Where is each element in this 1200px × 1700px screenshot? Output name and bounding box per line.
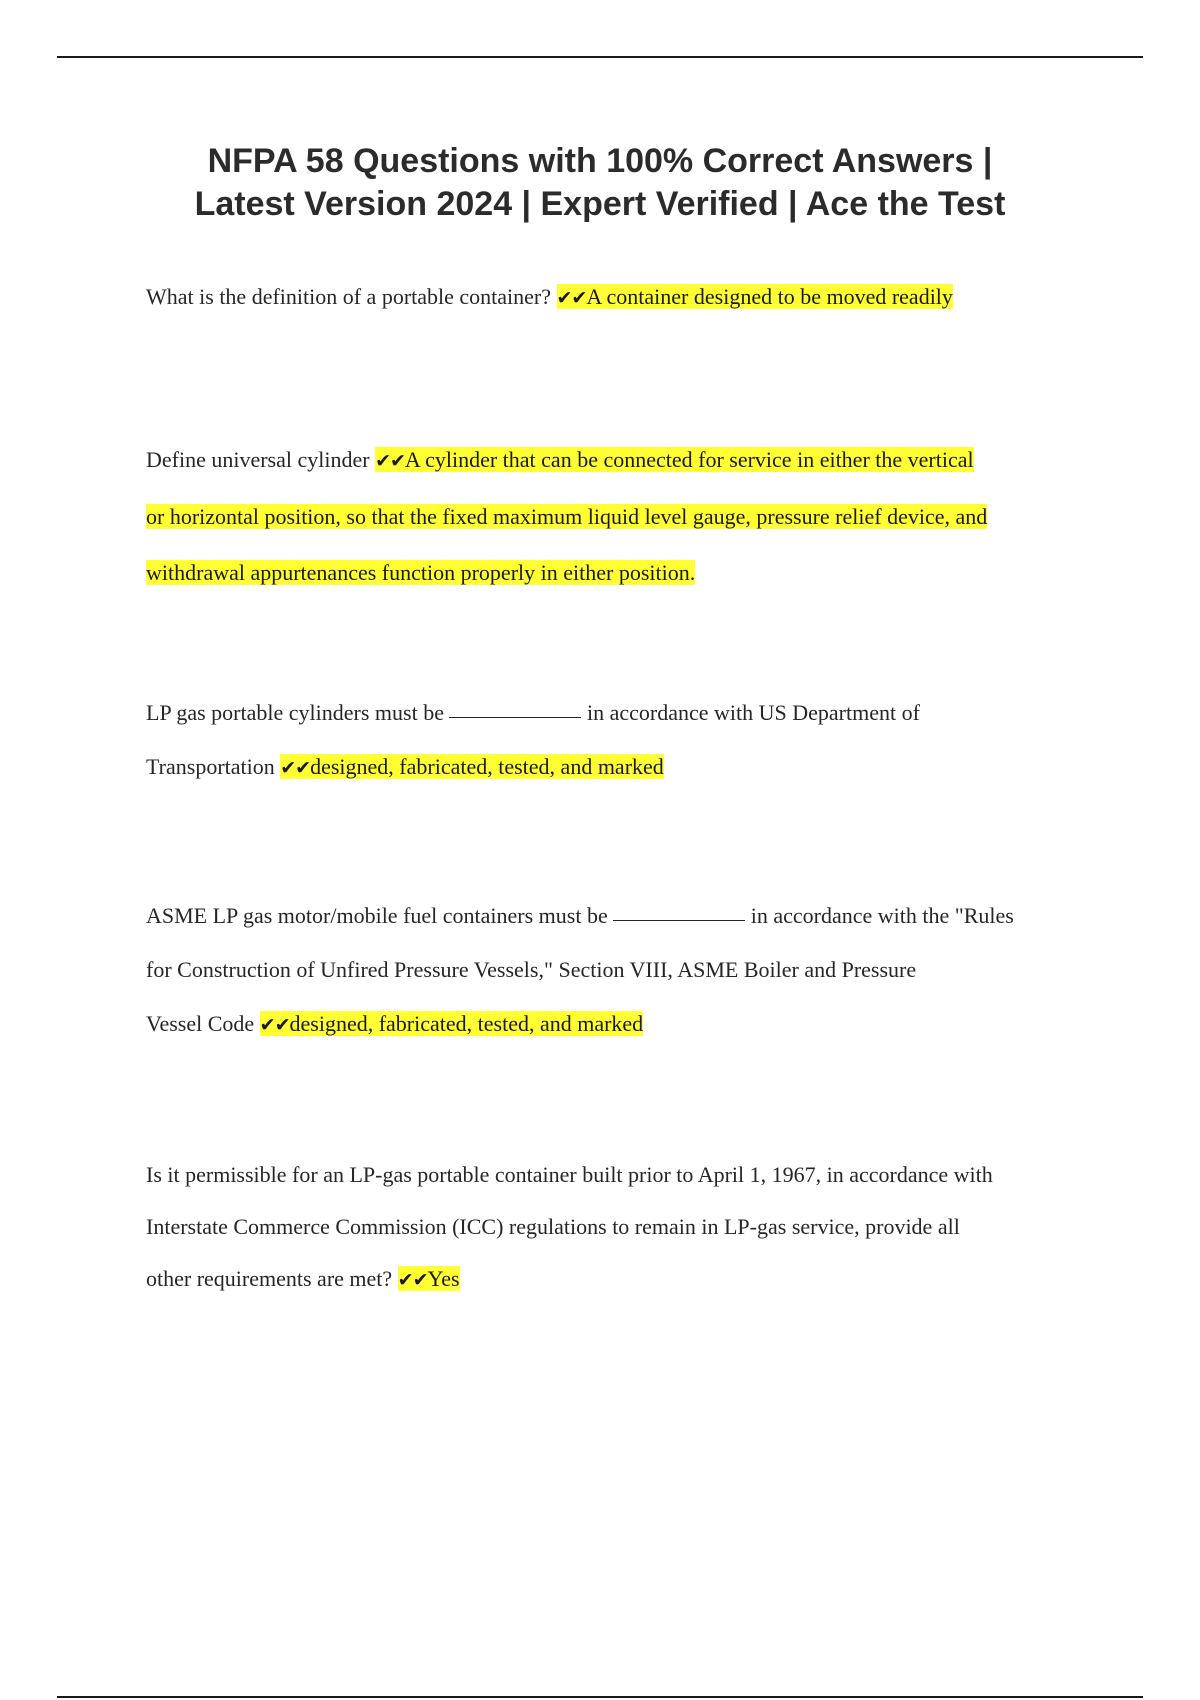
answer-text: or horizontal position, so that the fixed maximum liquid level gauge, pressure relief device, and (146, 504, 988, 529)
qa-item-5 (146, 1149, 1096, 1306)
double-check-icon: ✔✔ (280, 757, 311, 779)
question-text: in accordance with US Department of (586, 700, 920, 725)
title-line-1: NFPA 58 Questions with 100% Correct Answers | (207, 142, 993, 180)
qa-item-3 (146, 686, 1096, 795)
question-text: Define universal cylinder (146, 447, 370, 472)
question-text: LP gas portable cylinders must be (146, 700, 444, 725)
top-rule (57, 56, 1143, 58)
qa-line (146, 489, 1096, 545)
question-text: ASME LP gas motor/mobile fuel containers must be (146, 903, 608, 928)
qa-line (146, 740, 1096, 795)
qa-item-4 (146, 889, 1096, 1052)
document-title (100, 140, 1100, 226)
qa-line (146, 889, 1096, 943)
qa-item-1 (146, 282, 1096, 313)
answer-text: designed, fabricated, tested, and marked (310, 754, 664, 779)
question-text: Transportation (146, 754, 275, 779)
question-text: Interstate Commerce Commission (ICC) regulations to remain in LP-gas service, provide all (146, 1214, 960, 1239)
question-text: Is it permissible for an LP-gas portable container built prior to April 1, 1967, in accordance with (146, 1162, 993, 1187)
question-text: What is the definition of a portable container? (146, 284, 552, 309)
qa-line (146, 943, 1096, 997)
qa-line (146, 686, 1096, 740)
fill-in-blank (449, 716, 581, 718)
answer-highlight (398, 1266, 460, 1291)
question-text: Vessel Code (146, 1011, 255, 1036)
answer-highlight (557, 284, 953, 309)
double-check-icon: ✔✔ (397, 1269, 428, 1291)
double-check-icon: ✔✔ (259, 1014, 290, 1036)
fill-in-blank (613, 919, 745, 921)
qa-line (146, 432, 1096, 489)
answer-text: A container designed to be moved readily (586, 284, 953, 309)
answer-text: A cylinder that can be connected for service in either the vertical (404, 447, 974, 472)
title-line-2: Latest Version 2024 | Expert Verified | Ace the Test (194, 185, 1006, 223)
qa-line (146, 282, 1096, 313)
question-text: in accordance with the "Rules (750, 903, 1014, 928)
answer-highlight (280, 754, 664, 779)
qa-item-2 (146, 432, 1096, 601)
double-check-icon: ✔✔ (556, 287, 587, 309)
question-text: for Construction of Unfired Pressure Vessels," Section VIII, ASME Boiler and Pressure (146, 957, 917, 982)
qa-line (146, 997, 1096, 1052)
bottom-rule (57, 1696, 1143, 1698)
question-text: other requirements are met? (146, 1266, 393, 1291)
qa-line (146, 1201, 1096, 1253)
qa-line (146, 1253, 1096, 1306)
answer-text: designed, fabricated, tested, and marked (289, 1011, 644, 1036)
answer-text: Yes (427, 1266, 460, 1291)
answer-highlight (260, 1011, 644, 1036)
qa-line (146, 1149, 1096, 1201)
answer-highlight (375, 447, 974, 472)
answer-text: withdrawal appurtenances function properly in either position. (146, 560, 696, 585)
qa-line (146, 545, 1096, 601)
double-check-icon: ✔✔ (375, 450, 405, 472)
